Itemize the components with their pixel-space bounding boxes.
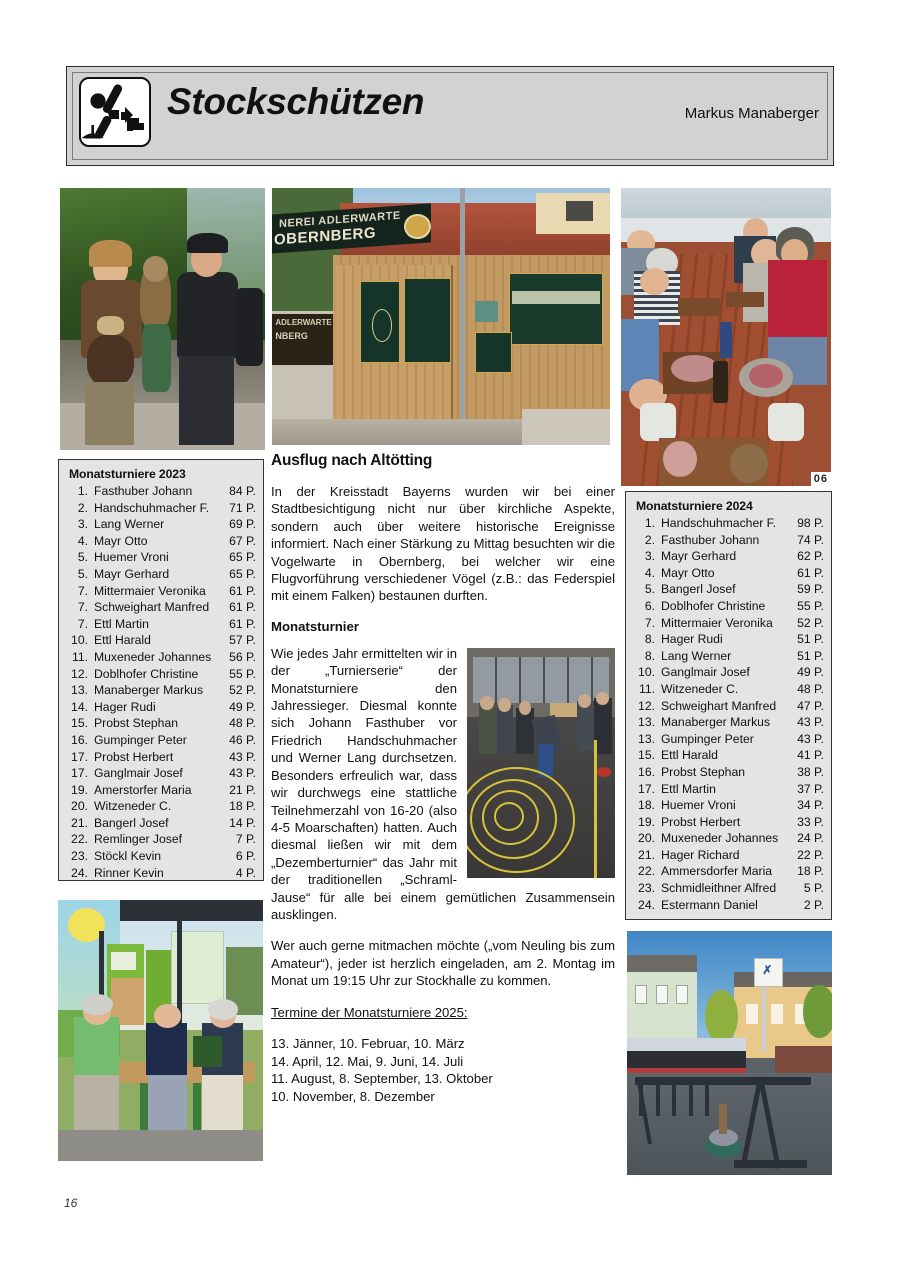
rank-points: 7 P.	[235, 832, 256, 847]
rank-position: 19.	[638, 814, 655, 829]
rank-player-name: Ganglmair Josef	[94, 766, 183, 781]
rank-position: 1.	[77, 484, 88, 498]
rank-points: 5 P.	[803, 881, 824, 896]
rank-player-name: Probst Herbert	[94, 749, 174, 764]
rank-player-name: Stöckl Kevin	[94, 849, 162, 864]
ranking-table-2024	[625, 491, 832, 920]
table-row	[634, 565, 824, 582]
rank-player-name: Huemer Vroni	[661, 798, 736, 813]
rank-points: 57 P.	[229, 633, 256, 648]
rank-player-name: Estermann Daniel	[661, 897, 758, 912]
rank-player-name: Ettl Martin	[94, 616, 149, 631]
table-row	[67, 516, 256, 533]
rank-player-name: Ettl Harald	[94, 633, 151, 648]
table-row	[67, 815, 256, 832]
table-row	[67, 583, 256, 600]
rank-position: 17.	[71, 766, 88, 781]
rank-player-name: Ettl Martin	[661, 781, 716, 796]
table-row	[634, 581, 824, 598]
rank-points: 4 P.	[235, 865, 256, 880]
rank-points: 2 P.	[803, 897, 824, 912]
rank-position: 12.	[638, 698, 655, 713]
article-paragraph-mitmachen: Wer auch gerne mitmachen möchte („vom Neuling bis zum Amateur“), jeder ist herzlich eingeladen, am 2. Montag im Monat um 19:15 Uhr zur Stockhalle zu kommen.	[271, 938, 615, 989]
table-row	[634, 880, 824, 897]
article-date-line: 10. November, 8. Dezember	[271, 1088, 435, 1104]
rank-position: 14.	[71, 699, 88, 714]
rank-player-name: Rinner Kevin	[94, 865, 164, 880]
rank-points: 62 P.	[797, 549, 824, 564]
table-row	[634, 830, 824, 847]
article-paragraph-monatsturnier: Wie jedes Jahr ermittelten wir in der „Turnierserie“ der Monatsturniere den Jahressieger. Diesmal konnte sich Johann Fasthuber vor Friedrich Handschuhmacher und Werner Lang durchsetzen. Besonders erfreulich war, dass wir durchwegs eine stattliche Teilnehmerzahl von 16-20 (also 4-5 Moarschaften) hatten. Auch diesmal ließen wir mit dem „Dezemberturnier“ das Jahr mit der traditionellen „Schraml-Jause“ für alle bei einem gemütlichen Zusammensein ausklingen.	[271, 645, 615, 922]
gate-sign-line-1: NEREI ADLERWARTE	[278, 209, 401, 231]
rank-points: 38 P.	[797, 764, 824, 779]
rank-position: 13.	[638, 715, 655, 730]
rank-position: 2.	[644, 532, 655, 547]
section-header-banner	[66, 66, 834, 166]
rank-player-name: Handschuhmacher F.	[94, 500, 210, 515]
photo-corner-badge: 06	[811, 472, 831, 486]
rank-player-name: Bangerl Josef	[661, 582, 736, 597]
rank-player-name: Amerstorfer Maria	[94, 782, 192, 797]
rank-position: 12.	[71, 666, 88, 681]
rank-points: 18 P.	[797, 864, 824, 879]
rank-points: 98 P.	[797, 516, 824, 530]
rank-points: 43 P.	[229, 766, 256, 781]
rank-position: 2.	[77, 500, 88, 515]
rank-points: 48 P.	[797, 681, 824, 696]
rank-player-name: Schmidleithner Alfred	[661, 881, 777, 896]
rank-position: 19.	[71, 782, 88, 797]
table-row	[67, 549, 256, 566]
table-row	[67, 483, 256, 500]
rank-player-name: Muxeneder Johannes	[661, 831, 779, 846]
page-title: Stockschützen	[167, 81, 425, 122]
rank-player-name: Probst Stephan	[661, 764, 746, 779]
rank-points: 52 P.	[797, 615, 824, 630]
rank-player-name: Hager Rudi	[94, 699, 156, 714]
rank-points: 6 P.	[235, 849, 256, 864]
rank-points: 69 P.	[229, 517, 256, 532]
photo-fest	[58, 900, 263, 1161]
table-row	[67, 699, 256, 716]
rank-player-name: Bangerl Josef	[94, 815, 169, 830]
rank-player-name: Remlinger Josef	[94, 832, 183, 847]
rank-position: 20.	[71, 799, 88, 814]
rank-player-name: Ganglmair Josef	[661, 665, 750, 680]
rank-position: 16.	[638, 764, 655, 779]
table-row	[634, 731, 824, 748]
rank-position: 6.	[644, 598, 655, 613]
article-date-line: 14. April, 12. Mai, 9. Juni, 14. Juli	[271, 1053, 464, 1069]
ranking-table-2023-rows	[67, 483, 256, 881]
rank-player-name: Mittermaier Veronika	[661, 615, 773, 630]
rank-points: 24 P.	[797, 831, 824, 846]
rank-points: 55 P.	[229, 666, 256, 681]
rank-points: 61 P.	[229, 616, 256, 631]
table-row	[634, 631, 824, 648]
rank-position: 3.	[77, 517, 88, 532]
rank-player-name: Handschuhmacher F.	[661, 516, 777, 530]
rank-position: 20.	[638, 831, 655, 846]
gate-side-sign-line-2: NBERG	[275, 330, 308, 341]
rank-points: 43 P.	[797, 731, 824, 746]
table-row	[634, 863, 824, 880]
table-row	[67, 616, 256, 633]
rank-points: 61 P.	[229, 600, 256, 615]
rank-position: 17.	[638, 781, 655, 796]
table-row	[634, 747, 824, 764]
rank-position: 17.	[71, 749, 88, 764]
rank-points: 21 P.	[229, 782, 256, 797]
rank-position: 16.	[71, 732, 88, 747]
rank-position: 5.	[644, 582, 655, 597]
rank-points: 71 P.	[229, 500, 256, 515]
table-row	[67, 865, 256, 882]
rank-points: 51 P.	[797, 632, 824, 647]
table-row	[67, 749, 256, 766]
rank-points: 18 P.	[229, 799, 256, 814]
table-row	[634, 515, 824, 532]
table-row	[67, 848, 256, 865]
rank-position: 11.	[638, 681, 655, 696]
rank-position: 7.	[77, 600, 88, 615]
rank-points: 49 P.	[229, 699, 256, 714]
rank-position: 22.	[71, 832, 88, 847]
rank-position: 21.	[638, 847, 655, 862]
table-row	[67, 649, 256, 666]
rank-points: 43 P.	[229, 749, 256, 764]
rank-position: 21.	[71, 815, 88, 830]
table-row	[634, 532, 824, 549]
ranking-table-2023-title: Monatsturniere 2023	[69, 467, 186, 481]
rank-player-name: Fasthuber Johann	[661, 532, 760, 547]
rank-points: 61 P.	[797, 565, 824, 580]
rank-player-name: Fasthuber Johann	[94, 484, 193, 498]
rank-player-name: Mayr Otto	[661, 565, 715, 580]
rank-points: 33 P.	[797, 814, 824, 829]
rank-points: 56 P.	[229, 649, 256, 664]
rank-player-name: Probst Herbert	[661, 814, 741, 829]
rank-player-name: Gumpinger Peter	[94, 732, 187, 747]
rank-player-name: Witzeneder C.	[94, 799, 172, 814]
rank-points: 55 P.	[797, 598, 824, 613]
table-row	[67, 566, 256, 583]
article-body	[271, 452, 615, 1105]
table-row	[67, 599, 256, 616]
table-row	[67, 500, 256, 517]
rank-points: 59 P.	[797, 582, 824, 597]
rank-points: 65 P.	[229, 550, 256, 565]
rank-points: 47 P.	[797, 698, 824, 713]
table-row	[634, 781, 824, 798]
rank-position: 10.	[638, 665, 655, 680]
rank-points: 37 P.	[797, 781, 824, 796]
stocksport-pictogram-icon	[79, 77, 151, 147]
rank-player-name: Lang Werner	[94, 517, 165, 532]
ranking-table-2024-title: Monatsturniere 2024	[636, 499, 753, 513]
rank-player-name: Mittermaier Veronika	[94, 583, 206, 598]
rank-position: 7.	[77, 583, 88, 598]
article-date-line: 11. August, 8. September, 13. Oktober	[271, 1071, 493, 1087]
rank-player-name: Mayr Otto	[94, 533, 148, 548]
rank-points: 52 P.	[229, 683, 256, 698]
table-row	[634, 797, 824, 814]
rank-position: 15.	[638, 748, 655, 763]
table-row	[634, 714, 824, 731]
table-row	[67, 682, 256, 699]
rank-position: 24.	[71, 865, 88, 880]
article-date-line: 13. Jänner, 10. Februar, 10. März	[271, 1035, 465, 1051]
rank-position: 15.	[71, 716, 88, 731]
photo-stockbahn: ✗	[627, 931, 832, 1175]
rank-position: 1.	[644, 516, 655, 530]
table-row	[634, 598, 824, 615]
gate-side-sign-line-1: ADLERWARTE	[275, 317, 332, 327]
rank-player-name: Hager Richard	[661, 847, 740, 862]
rank-points: 74 P.	[797, 532, 824, 547]
page-number: 16	[64, 1196, 78, 1210]
photo-group-table	[621, 188, 831, 486]
rank-player-name: Gumpinger Peter	[661, 731, 754, 746]
table-row	[67, 533, 256, 550]
rank-player-name: Doblhofer Christine	[661, 598, 766, 613]
rank-player-name: Manaberger Markus	[661, 715, 771, 730]
gate-sign-line-2: OBERNBERG	[273, 224, 376, 249]
table-row	[634, 897, 824, 914]
rank-player-name: Mayr Gerhard	[94, 566, 170, 581]
table-row	[67, 666, 256, 683]
rank-points: 14 P.	[229, 815, 256, 830]
rank-position: 4.	[644, 565, 655, 580]
table-row	[67, 715, 256, 732]
rank-position: 5.	[77, 566, 88, 581]
rank-points: 84 P.	[229, 484, 256, 498]
ranking-table-2023	[58, 459, 264, 881]
rank-position: 23.	[638, 881, 655, 896]
ranking-table-2024-rows	[634, 515, 824, 913]
rank-player-name: Probst Stephan	[94, 716, 179, 731]
rank-position: 11.	[71, 649, 88, 664]
rank-position: 5.	[77, 550, 88, 565]
rank-player-name: Manaberger Markus	[94, 683, 204, 698]
article-heading-monatsturnier: Monatsturnier	[271, 618, 359, 634]
article-dates-list	[271, 1035, 615, 1105]
rank-position: 4.	[77, 533, 88, 548]
section-author: Markus Manaberger	[684, 105, 819, 122]
rank-player-name: Muxeneder Johannes	[94, 649, 212, 664]
rank-position: 13.	[71, 683, 88, 698]
rank-position: 23.	[71, 849, 88, 864]
table-row	[67, 798, 256, 815]
table-row	[634, 847, 824, 864]
table-row	[634, 548, 824, 565]
rank-player-name: Lang Werner	[661, 648, 732, 663]
rank-player-name: Ammersdorfer Maria	[661, 864, 773, 879]
rank-position: 7.	[77, 616, 88, 631]
rank-player-name: Witzeneder C.	[661, 681, 739, 696]
rank-player-name: Doblhofer Christine	[94, 666, 199, 681]
table-row	[634, 615, 824, 632]
table-row	[634, 698, 824, 715]
article-dates-heading: Termine der Monatsturniere 2025:	[271, 1004, 468, 1020]
table-row	[67, 831, 256, 848]
rank-position: 8.	[644, 632, 655, 647]
article-paragraph-ausflug: In der Kreisstadt Bayerns wurden wir bei einer Stadtbesichtigung nicht nur über kirchliche Aspekte, sondern auch über weitere historische Ereignisse informiert. Nach einer Stärkung zu Mittag besuchten wir die Vogelwarte in Obernberg, bei welcher wir eine Flugvorführung verschiedener Vögel (z.B.: das Federspiel mit einem Falken) bestaunen durften.	[271, 484, 615, 604]
table-row	[67, 765, 256, 782]
rank-player-name: Hager Rudi	[661, 632, 723, 647]
rank-position: 22.	[638, 864, 655, 879]
table-row	[67, 732, 256, 749]
rank-position: 10.	[71, 633, 88, 648]
rank-points: 61 P.	[229, 583, 256, 598]
rank-points: 41 P.	[797, 748, 824, 763]
rank-points: 67 P.	[229, 533, 256, 548]
rank-points: 49 P.	[797, 665, 824, 680]
rank-points: 65 P.	[229, 566, 256, 581]
rank-points: 22 P.	[797, 847, 824, 862]
rank-points: 48 P.	[229, 716, 256, 731]
article-heading-ausflug: Ausflug nach Altötting	[271, 452, 433, 469]
photo-adlerwarte-gate	[272, 188, 610, 445]
rank-points: 34 P.	[797, 798, 824, 813]
rank-player-name: Mayr Gerhard	[661, 549, 737, 564]
rank-position: 7.	[644, 615, 655, 630]
rank-player-name: Huemer Vroni	[94, 550, 169, 565]
rank-position: 18.	[638, 798, 655, 813]
rank-points: 51 P.	[797, 648, 824, 663]
table-row	[634, 764, 824, 781]
rank-points: 46 P.	[229, 732, 256, 747]
photo-stockhalle	[467, 648, 615, 878]
photo-falconry	[60, 188, 265, 450]
table-row	[634, 664, 824, 681]
rank-player-name: Ettl Harald	[661, 748, 718, 763]
table-row	[634, 681, 824, 698]
rank-position: 13.	[638, 731, 655, 746]
rank-position: 8.	[644, 648, 655, 663]
table-row	[634, 648, 824, 665]
table-row	[67, 632, 256, 649]
rank-player-name: Schweighart Manfred	[661, 698, 777, 713]
rank-position: 24.	[638, 897, 655, 912]
rank-points: 43 P.	[797, 715, 824, 730]
table-row	[634, 814, 824, 831]
table-row	[67, 782, 256, 799]
rank-position: 3.	[644, 549, 655, 564]
rank-player-name: Schweighart Manfred	[94, 600, 210, 615]
